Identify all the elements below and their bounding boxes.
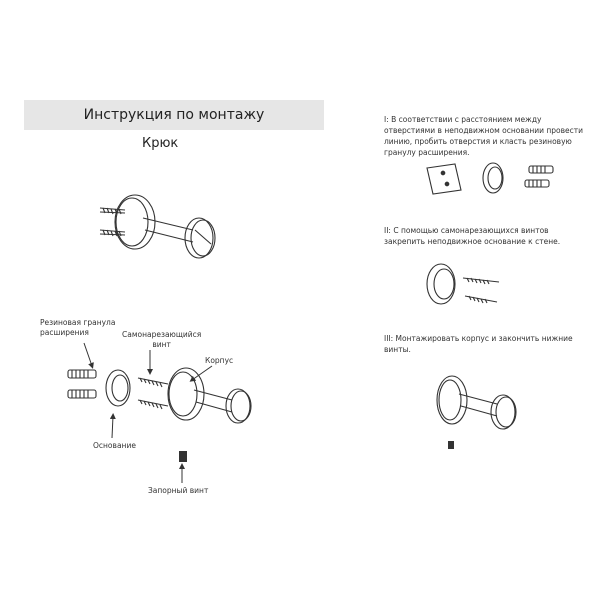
label-rubber-plug	[40, 318, 115, 338]
step-3-lock-screw	[446, 440, 456, 452]
product-name: Крюк	[142, 136, 179, 151]
step-2-illustration	[425, 262, 505, 310]
step-3-illustration	[435, 372, 525, 442]
page-title: Инструкция по монтажу	[83, 107, 265, 123]
label-self-tapping-screw-text: Самонарезающийся винт	[122, 330, 202, 349]
step-3-text: III: Монтажировать корпус и закончить нижние винты.	[384, 334, 573, 354]
step-1-illustration	[425, 160, 565, 196]
label-base: Основание	[93, 441, 136, 450]
step-2-text: II: С помощью самонарезающихся винтов закрепить неподвижное основание к стене.	[384, 226, 561, 246]
step-1-text: I: В соответствии с расстоянием между отверстиями в неподвижном основании провести линию, пробить отверстия и класть резиновую гранулу расширения.	[384, 115, 584, 157]
label-body: Корпус	[205, 356, 234, 365]
label-lock-screw: Запорный винт	[148, 486, 209, 495]
label-self-tapping-screw	[122, 330, 201, 350]
label-rubber-plug-text: Резиновая гранула расширения	[40, 318, 116, 337]
